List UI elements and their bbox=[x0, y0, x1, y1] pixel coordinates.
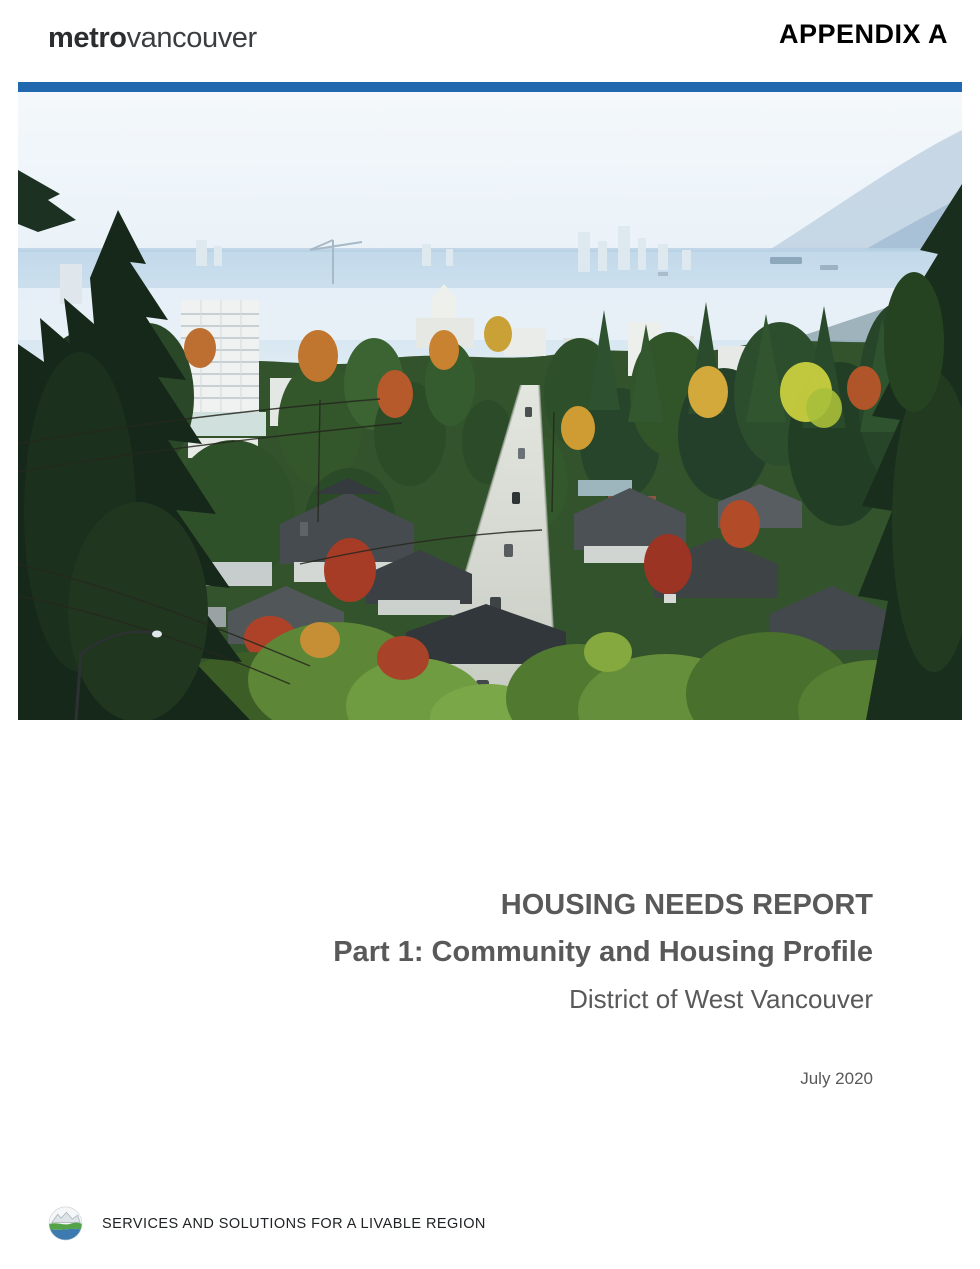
metro-vancouver-roundel-icon bbox=[48, 1206, 83, 1241]
accent-bar bbox=[18, 82, 962, 92]
appendix-label: APPENDIX A bbox=[778, 19, 948, 49]
metro-vancouver-wordmark bbox=[48, 24, 257, 53]
wordmark-light: vancouver bbox=[126, 22, 257, 54]
report-title-line1: HOUSING NEEDS REPORT bbox=[500, 889, 873, 921]
cover-photo bbox=[18, 92, 962, 720]
title-block bbox=[333, 882, 873, 1023]
report-subtitle: District of West Vancouver bbox=[569, 984, 873, 1014]
report-title-line2: Part 1: Community and Housing Profile bbox=[333, 936, 873, 968]
cover-photo-illustration bbox=[18, 92, 962, 720]
wordmark-bold: metro bbox=[48, 22, 127, 54]
report-date: July 2020 bbox=[800, 1069, 873, 1088]
footer bbox=[48, 1206, 486, 1241]
footer-tagline: SERVICES AND SOLUTIONS FOR A LIVABLE REGION bbox=[102, 1215, 486, 1232]
